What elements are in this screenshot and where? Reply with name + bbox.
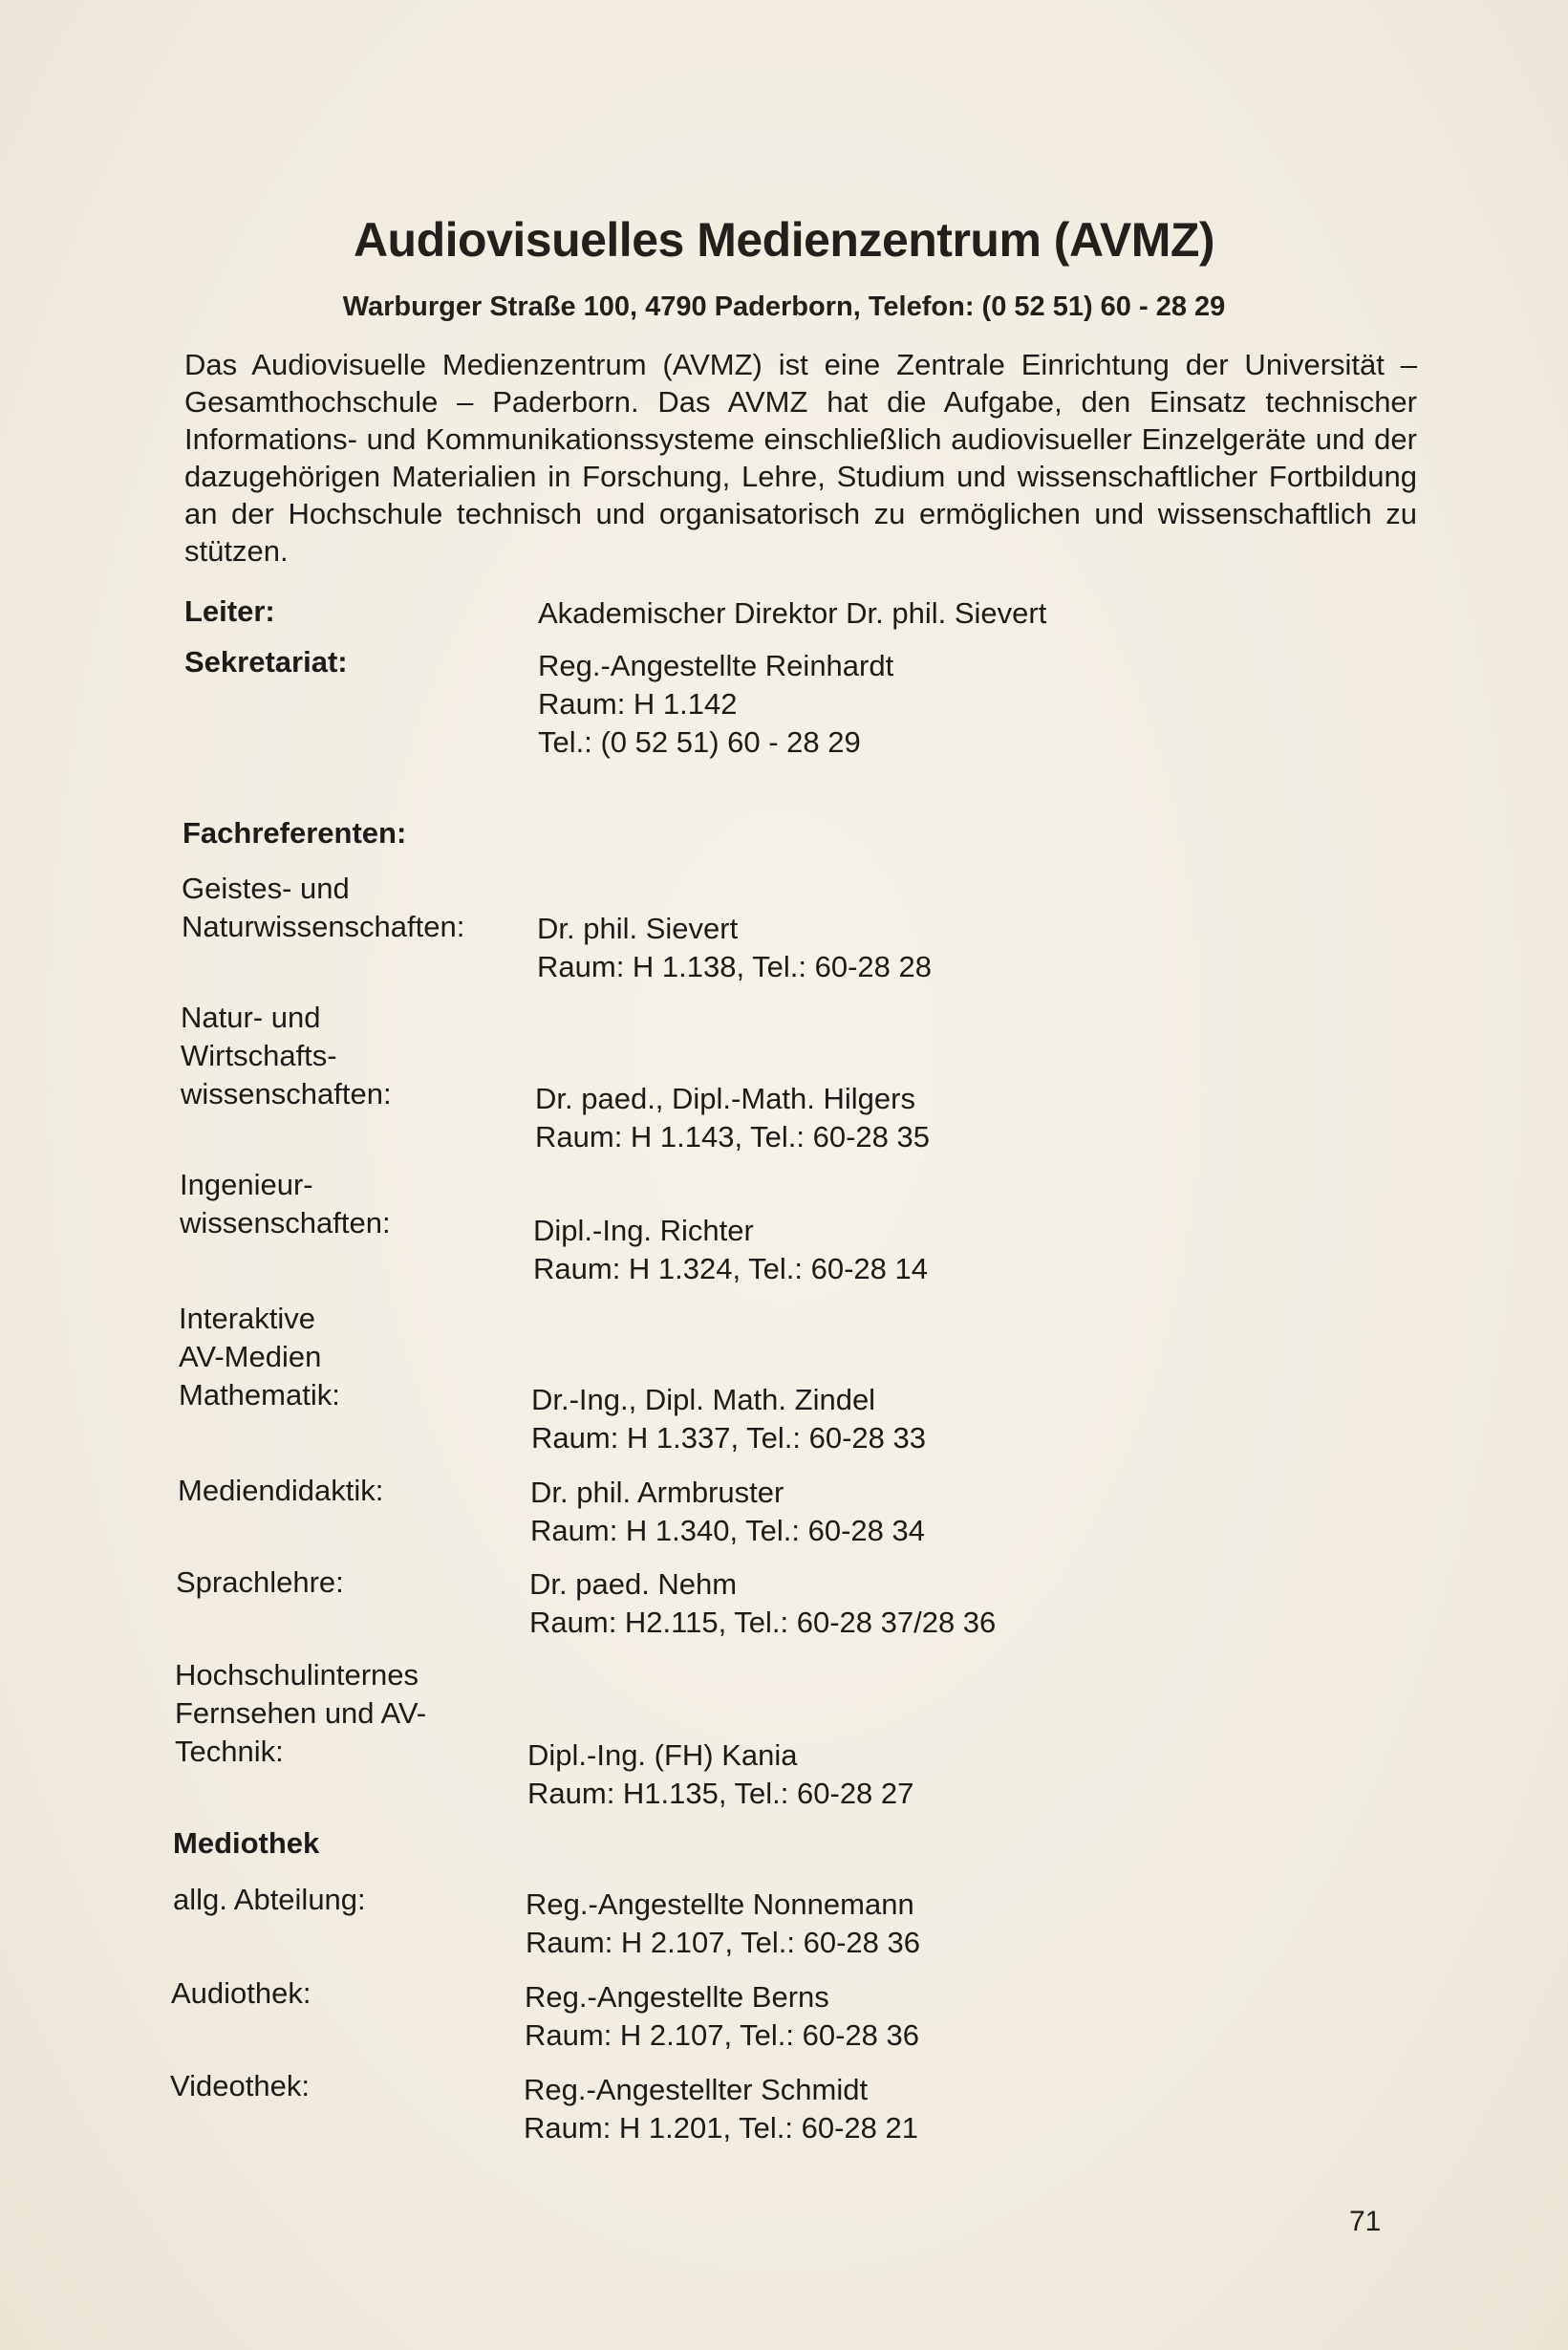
page-title: Audiovisuelles Medienzentrum (AVMZ) [353, 213, 1215, 267]
fachreferent-label-line: Natur- und [181, 1001, 321, 1034]
mediothek-label [170, 2067, 310, 2105]
leiter-label: Leiter: [184, 594, 275, 628]
fachreferent-contact: Raum: H 1.143, Tel.: 60-28 35 [535, 1120, 931, 1153]
fachreferent-contact: Raum: H 1.138, Tel.: 60-28 28 [537, 950, 933, 983]
fachreferent-name: Dr.-Ing., Dipl. Math. Zindel [531, 1383, 876, 1416]
mediothek-contact: Raum: H 2.107, Tel.: 60-28 36 [525, 2018, 920, 2052]
fachreferent-contact: Raum: H 1.324, Tel.: 60-28 14 [533, 1252, 929, 1285]
mediothek-name: Reg.-Angestellte Nonnemann [526, 1887, 914, 1921]
sekretariat-tel: Tel.: (0 52 51) 60 - 28 29 [538, 725, 861, 759]
fachreferent-value [529, 1565, 996, 1642]
page-number: 71 [1349, 2206, 1382, 2237]
sekretariat-label: Sekretariat: [184, 645, 348, 679]
fachreferent-label-line: Technik: [175, 1735, 284, 1768]
fachreferent-label-line: Mediendidaktik: [178, 1474, 384, 1507]
mediothek-value [526, 1886, 920, 1962]
fachreferent-name: Dr. paed. Nehm [529, 1567, 738, 1601]
fachreferent-label [180, 1166, 391, 1242]
fachreferent-name: Dr. phil. Armbruster [530, 1476, 784, 1509]
sekretariat-room: Raum: H 1.142 [538, 687, 738, 721]
mediothek-heading: Mediothek [173, 1826, 320, 1860]
mediothek-label-line: allg. Abteilung: [173, 1883, 366, 1916]
mediothek-label-line: Audiothek: [171, 1976, 311, 2010]
mediothek-label [171, 1974, 311, 2013]
fachreferent-value [537, 910, 932, 986]
fachreferent-value [527, 1736, 913, 1813]
fachreferent-label-line: Interaktive [179, 1302, 316, 1335]
fachreferent-label-line: Geistes- und [182, 872, 350, 905]
fachreferent-value [535, 1080, 930, 1156]
mediothek-value [524, 2071, 918, 2147]
fachreferent-label-line: Naturwissenschaften: [182, 910, 465, 943]
fachreferent-label [175, 1656, 426, 1771]
fachreferent-label-line: Ingenieur- [180, 1168, 313, 1201]
fachreferent-contact: Raum: H 1.337, Tel.: 60-28 33 [531, 1421, 927, 1455]
fachreferent-label-line: wissenschaften: [180, 1206, 391, 1240]
fachreferent-name: Dipl.-Ing. (FH) Kania [527, 1738, 798, 1772]
mediothek-contact: Raum: H 1.201, Tel.: 60-28 21 [524, 2111, 919, 2145]
fachreferent-label-line: Fernsehen und AV- [175, 1696, 427, 1730]
fachreferent-label [181, 999, 392, 1113]
fachreferent-contact: Raum: H 1.340, Tel.: 60-28 34 [530, 1514, 926, 1547]
fachreferenten-heading: Fachreferenten: [183, 816, 407, 850]
fachreferent-label-line: Hochschulinternes [175, 1658, 419, 1692]
fachreferent-label-line: wissenschaften: [181, 1077, 392, 1110]
mediothek-name: Reg.-Angestellte Berns [525, 1980, 829, 2014]
fachreferent-label-line: Sprachlehre: [176, 1565, 344, 1599]
sekretariat-name: Reg.-Angestellte Reinhardt [538, 649, 894, 682]
sekretariat-value [538, 647, 893, 762]
fachreferent-value [530, 1474, 925, 1550]
fachreferent-label-line: Wirtschafts- [181, 1039, 337, 1072]
mediothek-label [173, 1881, 366, 1919]
fachreferent-label-line: Mathematik: [179, 1378, 340, 1412]
fachreferent-contact: Raum: H1.135, Tel.: 60-28 27 [527, 1777, 914, 1810]
fachreferent-value [533, 1212, 928, 1288]
mediothek-label-line: Videothek: [170, 2069, 310, 2102]
fachreferent-value [531, 1381, 926, 1457]
fachreferent-name: Dr. paed., Dipl.-Math. Hilgers [535, 1082, 915, 1115]
mediothek-contact: Raum: H 2.107, Tel.: 60-28 36 [526, 1926, 921, 1959]
fachreferent-name: Dipl.-Ing. Richter [533, 1214, 754, 1247]
fachreferent-label [178, 1472, 383, 1510]
leiter-value: Akademischer Direktor Dr. phil. Sievert [538, 596, 1047, 630]
mediothek-value [525, 1978, 919, 2055]
fachreferent-contact: Raum: H2.115, Tel.: 60-28 37/28 36 [529, 1606, 997, 1639]
fachreferent-name: Dr. phil. Sievert [537, 912, 739, 945]
fachreferent-label [176, 1563, 344, 1602]
mediothek-name: Reg.-Angestellter Schmidt [524, 2073, 869, 2106]
address-line: Warburger Straße 100, 4790 Paderborn, Telefon: (0 52 51) 60 - 28 29 [342, 291, 1226, 322]
fachreferent-label [179, 1300, 340, 1414]
fachreferent-label [182, 870, 464, 946]
fachreferent-label-line: AV-Medien [179, 1340, 322, 1373]
intro-paragraph: Das Audiovisuelle Medienzentrum (AVMZ) ist eine Zentrale Einrichtung der Universität – Gesamthochschule – Paderborn. Das AVMZ hat die Aufgabe, den Einsatz technischer Informations- und Kommunikationssysteme einschließlich audiovisueller Einzelgeräte und der dazugehörigen Materialien in Forschung, Lehre, Studium und wissenschaftlicher Fortbildung an der Hochschule technisch und organisatorisch zu ermöglichen und wissenschaftlich zu stützen. [184, 348, 1417, 568]
